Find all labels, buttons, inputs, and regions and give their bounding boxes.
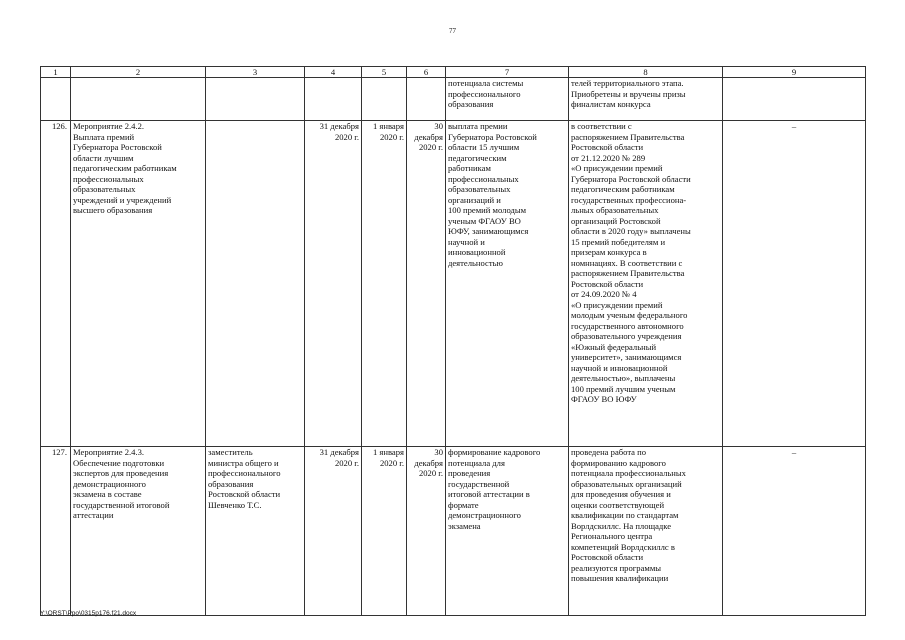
actual-result-cell: проведена работа по формированию кадрового потенциала профессиональных образовательных организаций для проведения обучения и оценки соответствующей квалификации по стандартам Ворлдскиллс. На площадке Регионального центра компетенций Ворлдскиллс в Ростовской области реализуются программы повышения квалификации xyxy=(569,447,723,616)
actual-start-cell: 1 января 2020 г. xyxy=(362,121,407,447)
note-cell: – xyxy=(723,121,866,447)
column-header: 2 xyxy=(71,67,206,78)
page-number: 77 xyxy=(449,27,456,35)
continuation-row xyxy=(41,78,866,121)
event-cell: Мероприятие 2.4.3. Обеспечение подготовки экспертов для проведения демонстрационного экзамена в составе государственной итоговой аттестации xyxy=(71,447,206,616)
file-path-footer: Y:\ORST\Ppo\0315p176.f21.docx xyxy=(40,610,137,617)
column-header: 3 xyxy=(206,67,305,78)
column-header: 7 xyxy=(446,67,569,78)
planned-start-cell: 31 декабря 2020 г. xyxy=(305,447,362,616)
actual-start-cell: 1 января 2020 г. xyxy=(362,447,407,616)
actual-result-cell: в соответствии с распоряжением Правительства Ростовской области от 21.12.2020 № 289 «О присуждении премий Губернатора Ростовской области педагогическим работникам государственных профессиона- льных образовательных организаций Ростовской области в 2020 году» выплачены 15 премий победителям и призерам конкурса в номннациях. В соответствии с распоряжением Правительства Ростовской области от 24.09.2020 № 4 «О присуждении премий молодым ученым федерального государственного автономного образовательного учреждения «Южный федеральный университет», занимающимся научной и инновационной деятельностью», выплачены 100 премий лучшим ученым ФГАОУ ВО ЮФУ xyxy=(569,121,723,447)
actual-end-cell: 30 декабря 2020 г. xyxy=(407,121,446,447)
table-cell xyxy=(407,78,446,121)
expected-result-cell: формирование кадрового потенциала для проведения государственной итоговой аттестации в формате демонстрационного экзамена xyxy=(446,447,569,616)
event-cell: Мероприятие 2.4.2. Выплата премий Губернатора Ростовской области лучшим педагогическим работникам профессиональных образовательных учреждений и учреждений высшего образования xyxy=(71,121,206,447)
row-number: 127. xyxy=(41,447,71,616)
table-row xyxy=(41,447,866,616)
expected-result-cell: выплата премии Губернатора Ростовской области 15 лучшим педагогическим работникам профессиональных образовательных организаций и 100 премий молодым ученым ФГАОУ ВО ЮФУ, занимающимся научной и инновационной деятельностью xyxy=(446,121,569,447)
table-cell xyxy=(362,78,407,121)
row-number: 126. xyxy=(41,121,71,447)
table-cell xyxy=(206,78,305,121)
column-header: 4 xyxy=(305,67,362,78)
table-cell xyxy=(305,78,362,121)
column-header: 6 xyxy=(407,67,446,78)
column-number-header-row xyxy=(41,67,866,78)
column-header: 8 xyxy=(569,67,723,78)
report-table xyxy=(40,66,866,616)
actual-result-cell: телей территориального этапа. Приобретены и вручены призы финалистам конкурса xyxy=(569,78,723,121)
table-cell xyxy=(71,78,206,121)
column-header: 5 xyxy=(362,67,407,78)
table-cell xyxy=(723,78,866,121)
planned-start-cell: 31 декабря 2020 г. xyxy=(305,121,362,447)
table-row xyxy=(41,121,866,447)
column-header: 9 xyxy=(723,67,866,78)
expected-result-cell: потенциала системы профессионального образования xyxy=(446,78,569,121)
responsible-cell xyxy=(206,121,305,447)
column-header: 1 xyxy=(41,67,71,78)
actual-end-cell: 30 декабря 2020 г. xyxy=(407,447,446,616)
note-cell: – xyxy=(723,447,866,616)
table-cell xyxy=(41,78,71,121)
responsible-cell: заместитель министра общего и профессионального образования Ростовской области Шевченко Т.С. xyxy=(206,447,305,616)
